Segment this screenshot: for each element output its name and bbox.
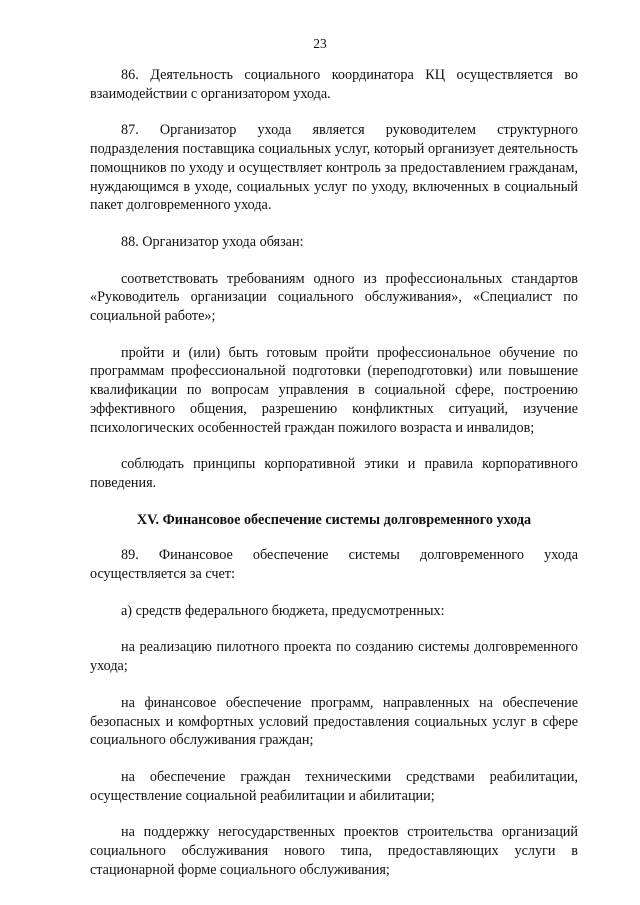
paragraph-88-item-1: соответствовать требованиям одного из профессиональных стандартов «Руководитель организации социального обслуживания», «Специалист по социальной работе»; bbox=[90, 270, 578, 325]
paragraph-89-a-item-3: на обеспечение граждан техническими средствами реабилитации, осуществление социальной реабилитации и абилитации; bbox=[90, 768, 578, 804]
paragraph-89-a-item-2: на финансовое обеспечение программ, направленных на обеспечение безопасных и комфортных условий предоставления социальных услуг в сфере социального обслуживания граждан; bbox=[90, 694, 578, 749]
paragraph-89-a: а) средств федерального бюджета, предусмотренных: bbox=[121, 602, 445, 619]
paragraph-89: 89. Финансовое обеспечение системы долговременного ухода осуществляется за счет: bbox=[90, 547, 578, 583]
paragraph-89-a-item-1: на реализацию пилотного проекта по созданию системы долговременного ухода; bbox=[90, 639, 578, 675]
section-heading: XV. Финансовое обеспечение системы долговременного ухода bbox=[136, 511, 532, 528]
paragraph-86: 86. Деятельность социального координатора КЦ осуществляется во взаимодействии с организатором ухода. bbox=[90, 67, 578, 102]
paragraph-88-item-3: соблюдать принципы корпоративной этики и правила корпоративного поведения. bbox=[90, 456, 578, 491]
paragraph-88-item-2: пройти и (или) быть готовым пройти профессиональное обучение по программам профессиональной подготовки (переподготовки) или повышение квалификации по вопросам управления в социальной сфере, построению эффективного общения, разрешению конфликтных ситуаций, изучение психологических особенностей граждан пожилого возраста и инвалидов; bbox=[90, 344, 578, 436]
document-body bbox=[90, 66, 578, 898]
paragraph-87: 87. Организатор ухода является руководителем структурного подразделения поставщика социальных услуг, который организует деятельность помощников по уходу и осуществляет контроль за предоставлением гражданам, нуждающимся в уходе, социальных услуг по уходу, включенных в социальный пакет долговременного ухода. bbox=[90, 122, 578, 214]
paragraph-88: 88. Организатор ухода обязан: bbox=[121, 233, 304, 250]
page-number: 23 bbox=[313, 36, 327, 51]
paragraph-89-a-item-4: на поддержку негосударственных проектов строительства организаций социального обслуживания нового типа, предоставляющих услуги в стационарной форме социального обслуживания; bbox=[90, 824, 578, 878]
